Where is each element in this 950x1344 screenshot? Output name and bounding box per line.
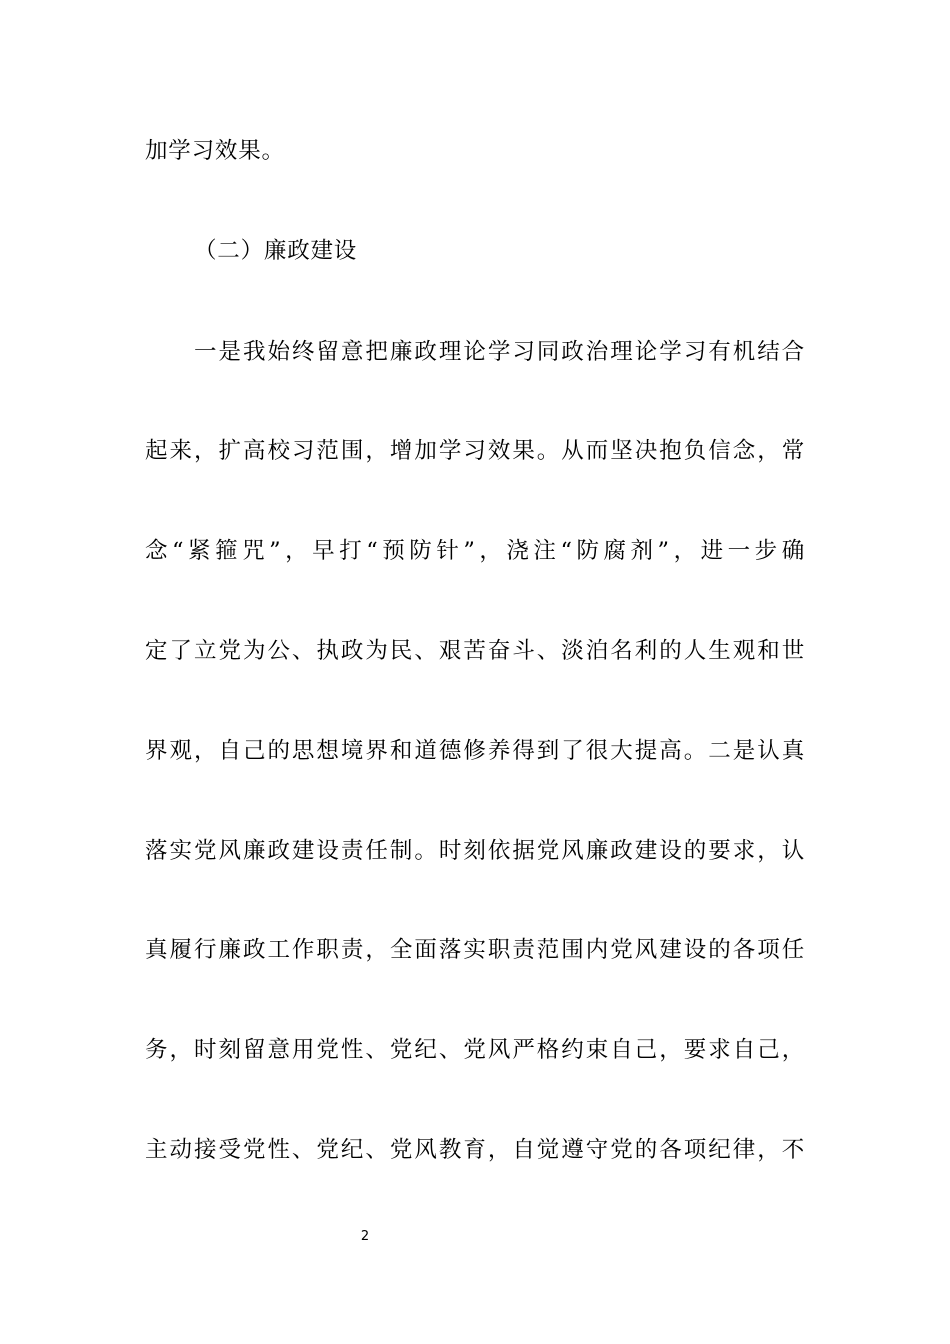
text-line-continuation: 加学习效果。 <box>145 138 285 164</box>
paragraph-line: 起来，扩高校习范围，增加学习效果。从而坚决抱负信念，常 <box>145 438 805 464</box>
paragraph-line: 务，时刻留意用党性、党纪、党风严格约束自己，要求自己， <box>145 1037 805 1063</box>
paragraph-line: 主动接受党性、党纪、党风教育，自觉遵守党的各项纪律，不 <box>145 1137 805 1163</box>
page-number: 2 <box>360 1229 370 1244</box>
paragraph-line: 界观，自己的思想境界和道德修养得到了很大提高。二是认真 <box>145 738 805 764</box>
paragraph-line: 定了立党为公、执政为民、艰苦奋斗、淡泊名利的人生观和世 <box>145 638 805 664</box>
paragraph-line: 真履行廉政工作职责，全面落实职责范围内党风建设的各项任 <box>145 937 805 963</box>
paragraph-line: 念“紧箍咒”，早打“预防针”，浇注“防腐剂”，进一步确 <box>145 538 805 564</box>
section-heading: （二）廉政建设 <box>194 238 358 264</box>
paragraph-line-first: 一是我始终留意把廉政理论学习同政治理论学习有机结合 <box>194 339 805 365</box>
paragraph-line: 落实党风廉政建设责任制。时刻依据党风廉政建设的要求，认 <box>145 838 805 864</box>
